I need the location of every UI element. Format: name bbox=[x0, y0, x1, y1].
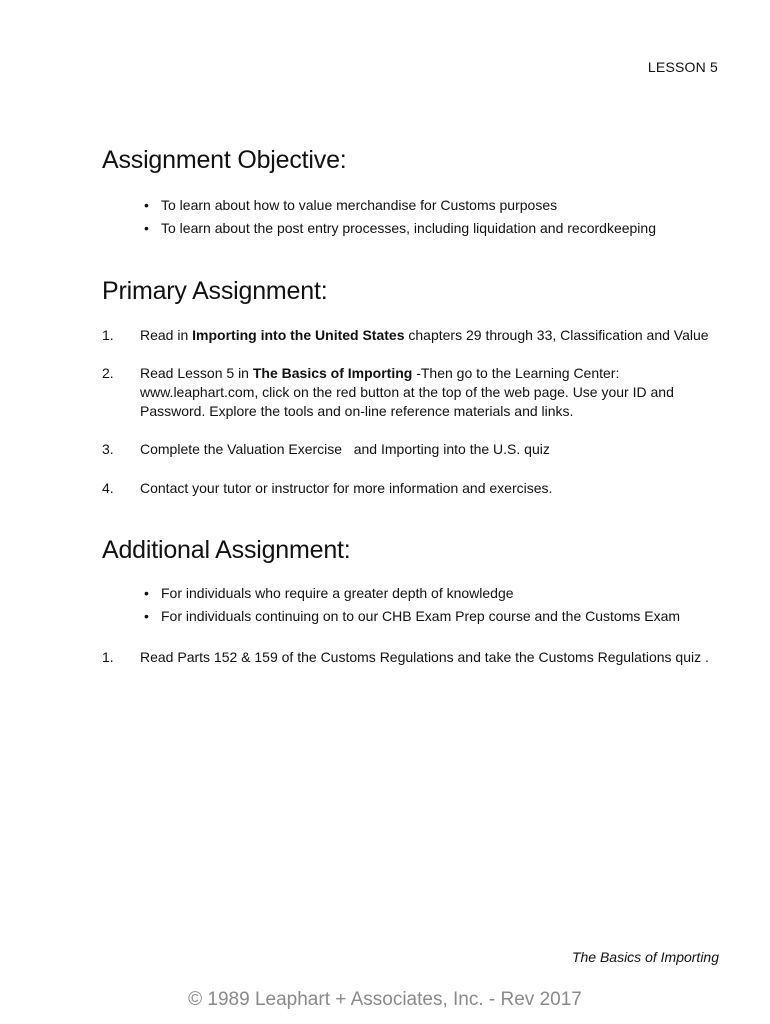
item-number: 2. bbox=[102, 365, 114, 381]
item-number: 4. bbox=[102, 480, 114, 496]
bullet-icon: • bbox=[144, 220, 149, 236]
bullet-text: For individuals continuing on to our CHB Exam Prep course and the Customs Exam bbox=[161, 608, 681, 624]
primary-assignment-heading: Primary Assignment: bbox=[102, 277, 328, 305]
bullet-text: For individuals who require a greater depth of knowledge bbox=[161, 585, 514, 601]
bullet-text: To learn about how to value merchandise for Customs purposes bbox=[161, 197, 558, 213]
item-number: 1. bbox=[102, 327, 114, 343]
list-item bbox=[143, 217, 656, 240]
bullet-text: To learn about the post entry processes, including liquidation and recordkeeping bbox=[161, 220, 656, 236]
copyright-notice: © 1989 Leaphart + Associates, Inc. - Rev 2017 bbox=[188, 989, 582, 1010]
additional-assignment-heading: Additional Assignment: bbox=[102, 536, 351, 564]
item-text: Contact your tutor or instructor for more information and exercises. bbox=[140, 480, 553, 496]
item-number: 1. bbox=[102, 649, 114, 665]
item-text: Read Parts 152 & 159 of the Customs Regulations and take the Customs Regulations quiz . bbox=[140, 649, 709, 665]
item-number: 3. bbox=[102, 441, 114, 457]
item-text: Read in bbox=[140, 327, 193, 343]
item-text: Read Lesson 5 in bbox=[140, 365, 253, 381]
book-title-bold: The Basics of Importing bbox=[252, 365, 413, 381]
item-text-line: www.leaphart.com, click on the red button at the top of the web page. Use your ID and bbox=[140, 384, 674, 400]
bullet-icon: • bbox=[144, 197, 149, 213]
lesson-label: LESSON 5 bbox=[647, 59, 718, 75]
assignment-objective-heading: Assignment Objective: bbox=[102, 146, 347, 174]
list-item bbox=[143, 194, 656, 217]
bullet-icon: • bbox=[144, 608, 149, 624]
item-text-line: Password. Explore the tools and on-line reference materials and links. bbox=[140, 403, 574, 419]
item-text: -Then go to the Learning Center: bbox=[412, 365, 620, 381]
bullet-icon: • bbox=[144, 585, 149, 601]
item-text: chapters 29 through 33, Classification and Value bbox=[404, 327, 709, 343]
list-item bbox=[143, 605, 680, 628]
objective-bullet-list bbox=[143, 194, 656, 240]
list-item bbox=[143, 582, 680, 605]
footer-book-title: The Basics of Importing bbox=[571, 949, 719, 965]
item-text: Complete the Valuation Exercise and Importing into the U.S. quiz bbox=[140, 441, 550, 457]
book-title-bold: Importing into the United States bbox=[192, 327, 405, 343]
additional-bullet-list bbox=[143, 582, 680, 628]
